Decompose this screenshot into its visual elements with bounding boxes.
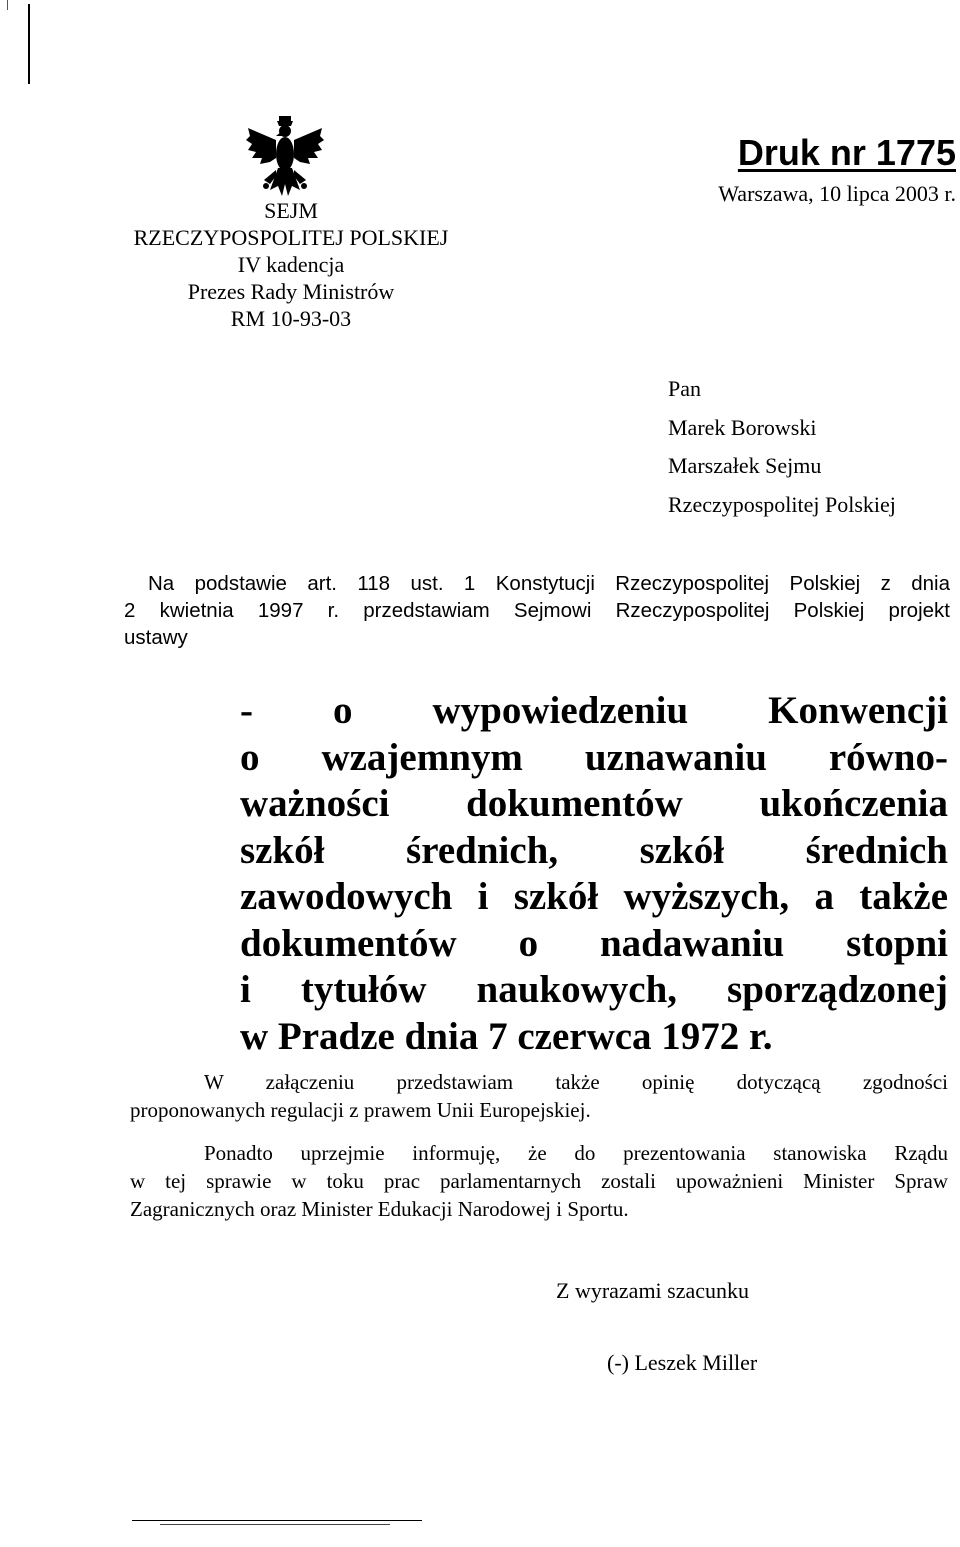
- header-line: IV kadencja: [237, 252, 345, 277]
- footer-rule: [160, 1524, 390, 1525]
- addressee-line: Rzeczypospolitej Polskiej: [668, 491, 896, 517]
- print-number: Druk nr 1775: [737, 132, 956, 173]
- header-line: SEJM: [264, 198, 318, 223]
- institution-header: [100, 197, 482, 332]
- eagle-emblem-icon: [246, 114, 324, 198]
- paragraph-line: Zagranicznych oraz Minister Edukacji Narodowej i Sportu.: [130, 1197, 629, 1221]
- header-line: Prezes Rady Ministrów: [187, 279, 395, 304]
- title-line: dokumentów o nadawaniu stopni: [240, 921, 948, 965]
- addressee-line: Marek Borowski: [668, 414, 817, 440]
- title-line: o wzajemnym uznawaniu równo-: [240, 735, 948, 779]
- intro-paragraph: [124, 570, 950, 651]
- authorization-paragraph: [130, 1139, 948, 1223]
- addressee-line: Marszałek Sejmu: [668, 453, 822, 478]
- margin-tick: [7, 0, 8, 10]
- paragraph-line: Ponadto uprzejmie informuję, że do prezentowania stanowiska Rządu: [204, 1141, 948, 1165]
- title-line: ważności dokumentów ukończenia: [240, 782, 948, 825]
- intro-line: ustawy: [124, 626, 188, 649]
- closing-salutation: Z wyrazami szacunku: [556, 1278, 750, 1303]
- paragraph-line: proponowanych regulacji z prawem Unii Europejskiej.: [130, 1098, 591, 1122]
- addressee-block: [668, 370, 896, 524]
- intro-line: Na podstawie art. 118 ust. 1 Konstytucji Rzeczypospolitej Polskiej z dnia: [148, 572, 950, 595]
- title-line: zawodowych i szkół wyższych, a także: [240, 875, 948, 918]
- paragraph-line: W załączeniu przedstawiam także opinię dotyczącą zgodności: [204, 1070, 948, 1094]
- addressee-line: Pan: [668, 376, 701, 401]
- paragraph-line: w tej sprawie w toku prac parlamentarnych zostali upoważnieni Minister Spraw: [130, 1169, 948, 1193]
- reference-number: RM 10-93-03: [230, 306, 352, 331]
- header-line: RZECZYPOSPOLITEJ POLSKIEJ: [133, 225, 449, 250]
- bill-title: [240, 688, 948, 1060]
- title-line: szkół średnich, szkół średnich: [240, 828, 948, 872]
- place-date: Warszawa, 10 lipca 2003 r.: [718, 181, 956, 206]
- title-line: i tytułów naukowych, sporządzonej: [240, 968, 948, 1011]
- title-line: - o wypowiedzeniu Konwencji: [240, 689, 948, 732]
- margin-rule: [28, 4, 30, 84]
- attachment-paragraph: [130, 1068, 948, 1124]
- title-line: w Pradze dnia 7 czerwca 1972 r.: [240, 1014, 773, 1058]
- footer-rule: [132, 1520, 422, 1521]
- intro-line: 2 kwietnia 1997 r. przedstawiam Sejmowi Rzeczypospolitej Polskiej projekt: [124, 599, 950, 622]
- signature: (-) Leszek Miller: [607, 1350, 758, 1375]
